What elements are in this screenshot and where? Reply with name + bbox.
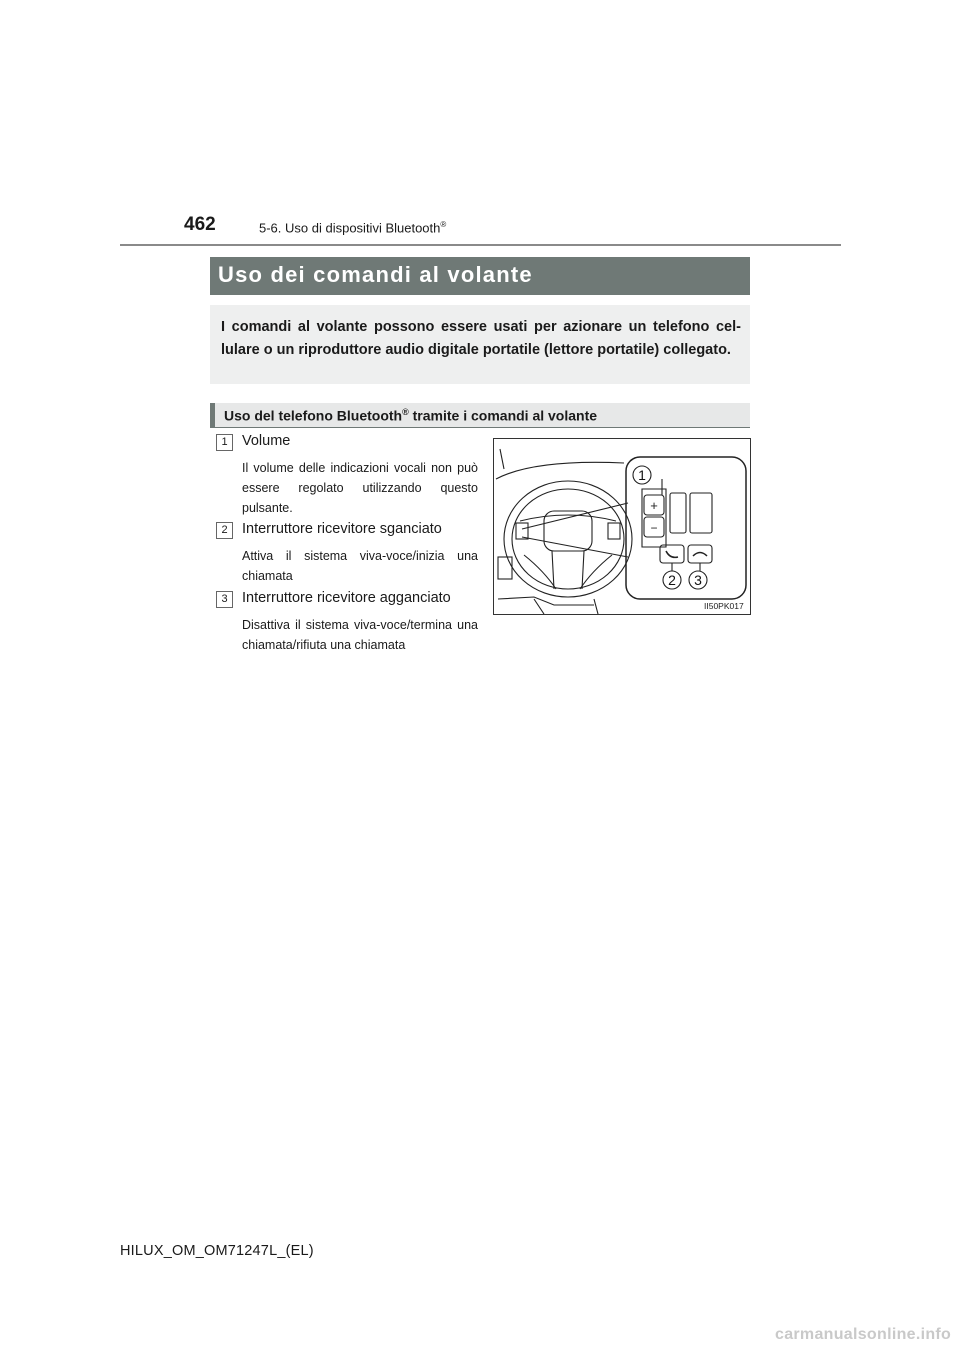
phone-pickup-icon xyxy=(660,545,684,563)
subsection-title-rest: tramite i comandi al volante xyxy=(408,407,598,424)
subsection-registered-mark: ® xyxy=(402,407,409,417)
registered-mark: ® xyxy=(440,220,447,229)
dashboard-line xyxy=(594,599,598,614)
item-title: Interruttore ricevitore sganciato xyxy=(242,521,442,537)
item-title: Volume xyxy=(242,433,291,449)
side-button xyxy=(690,493,712,533)
dashboard-line xyxy=(496,462,624,479)
page-number: 462 xyxy=(184,214,216,235)
figure-illustration xyxy=(494,439,750,614)
subsection-bar xyxy=(210,403,215,428)
item-description: Il volume delle indicazioni vocali non può essere regolato utilizzando questo pulsante. xyxy=(242,461,478,515)
page-title: Uso dei comandi al volante xyxy=(218,262,533,287)
item-description: Attiva il sistema viva-voce/inizia una chiamata xyxy=(242,549,478,583)
subsection-title-main: Uso del telefono Bluetooth xyxy=(224,407,403,424)
item-number: 3 xyxy=(216,591,233,608)
side-button xyxy=(670,493,686,533)
callout-1-label: 1 xyxy=(638,467,646,483)
intro-text: I comandi al volante possono essere usati per azionare un telefono cellulare o un riproduttore audio digitale portatile (lettore portatile) collegato. xyxy=(221,319,741,358)
steering-wheel-icon xyxy=(498,481,632,597)
watermark: carmanualsonline.info xyxy=(775,1326,952,1343)
section-name: 5-6. Uso di dispositivi Bluetooth xyxy=(259,220,441,236)
item-number: 2 xyxy=(216,522,233,539)
callout-3-label: 3 xyxy=(694,572,702,588)
section-header xyxy=(259,220,446,235)
leader-line xyxy=(522,537,628,557)
leader-line xyxy=(522,503,628,529)
dashboard-line xyxy=(534,599,544,614)
callout-2-label: 2 xyxy=(668,572,676,588)
page-title-box xyxy=(210,257,750,295)
subsection-title xyxy=(224,407,597,424)
intro-box xyxy=(210,305,750,384)
figure-code: II50PK017 xyxy=(704,601,744,611)
svg-text:+: + xyxy=(650,498,658,513)
item-number: 1 xyxy=(216,434,233,451)
item-title: Interruttore ricevitore agganciato xyxy=(242,590,451,606)
steering-controls-figure xyxy=(493,438,751,615)
dashboard-line xyxy=(500,449,504,469)
svg-text:−: − xyxy=(650,521,658,535)
subsection-header xyxy=(210,403,750,428)
dashboard-line xyxy=(498,597,594,605)
phone-hangup-icon xyxy=(688,545,712,563)
top-rule xyxy=(120,244,841,246)
footer-code: HILUX_OM_OM71247L_(EL) xyxy=(120,1243,314,1259)
item-description: Disattiva il sistema viva-voce/termina una chiamata/rifiuta una chiamata xyxy=(242,618,478,652)
